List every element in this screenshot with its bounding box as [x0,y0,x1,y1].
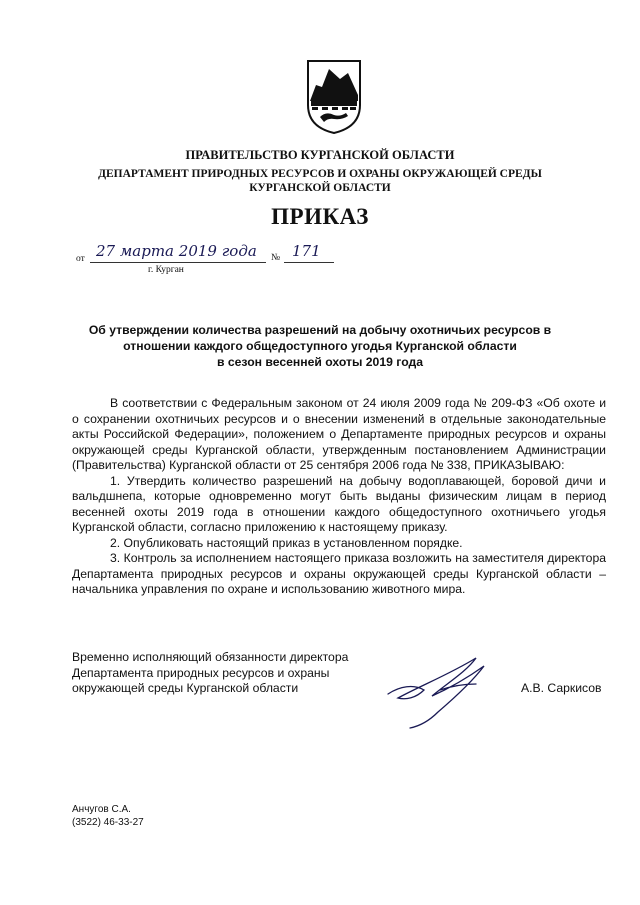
number-label: № [271,253,281,263]
order-subject [60,322,580,370]
number-handwritten: 171 [292,242,321,260]
handwritten-signature [380,650,500,730]
signatory-position [72,650,348,697]
subject-line3: в сезон весенней охоты 2019 года [217,355,423,369]
position-line1: Временно исполняющий обязанности директора [72,650,349,664]
contact-info [72,803,144,829]
date-from-label: от [76,254,85,264]
position-line2: Департамента природных ресурсов и охраны [72,665,330,680]
government-name: ПРАВИТЕЛЬСТВО КУРГАНСКОЙ ОБЛАСТИ [185,148,455,162]
document-title: ПРИКАЗ [271,204,369,229]
number-field [284,240,334,263]
position-line3: окружающей среды Курганской области [72,681,299,695]
order-item-3: 3. Контроль за исполнением настоящего приказа возложить на заместителя директора Департамента природных ресурсов и охраны окружающей среды Курганской области – начальника управления по охране и использованию животного мира. [72,551,606,596]
date-handwritten: 27 марта 2019 года [96,242,257,260]
order-body [72,396,606,598]
date-field [90,240,266,263]
order-item-2: 2. Опубликовать настоящий приказ в установленном порядке. [110,535,463,550]
preamble-paragraph: В соответствии с Федеральным законом от 24 июля 2009 года № 209-ФЗ «Об охоте и о сохранении охотничьих ресурсов и о внесении изменений в отдельные законодательные акты Российской Федерации», положением о Департаменте природных ресурсов и охраны окружающей среды Курганской области, утвержденным постановлением Администрации (Правительства) Курганской области от 25 сентября 2006 года № 338, ПРИКАЗЫВАЮ: [72,396,606,472]
subject-line2: отношении каждого общедоступного угодья Курганской области [123,339,517,353]
contact-phone: (3522) 46-33-27 [72,817,144,828]
coat-of-arms-emblem [302,57,366,135]
city-label: г. Курган [148,265,184,275]
department-name-line2: КУРГАНСКОЙ ОБЛАСТИ [249,182,391,194]
order-item-1: 1. Утвердить количество разрешений на добычу водоплавающей, боровой дичи и вальдшнепа, которые одновременно могут быть выданы физическим лицам в период весенней охоты 2019 года в отношении каждого общедоступного охотничьего угодья Курганской области, согласно приложению к настоящему приказу. [72,473,606,534]
subject-line1: Об утверждении количества разрешений на добычу охотничьих ресурсов в [88,323,552,337]
department-name-line1: ДЕПАРТАМЕНТ ПРИРОДНЫХ РЕСУРСОВ И ОХРАНЫ ОКРУЖАЮЩЕЙ СРЕДЫ [98,168,542,180]
signatory-name: А.В. Саркисов [521,681,602,695]
contact-author: Анчугов С.А. [72,804,131,815]
